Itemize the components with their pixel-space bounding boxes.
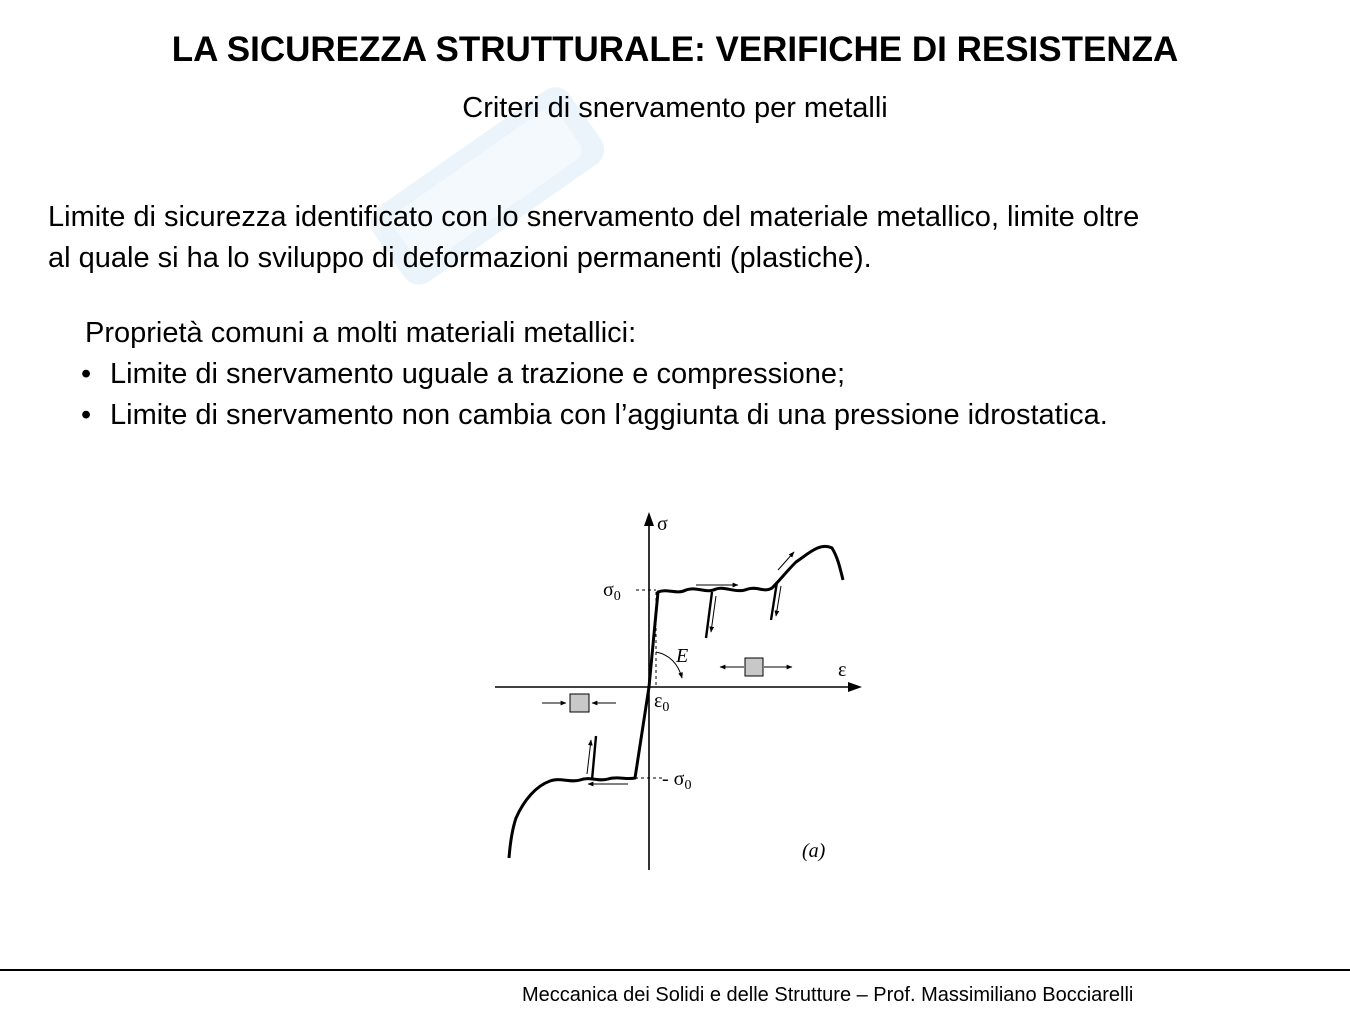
panel-label: (a) [802, 840, 826, 862]
epsilon-axis-arrow-icon [848, 682, 862, 692]
sigma-axis-arrow-icon [644, 512, 654, 526]
footer-divider [0, 969, 1350, 971]
sigma-axis-label: σ [657, 513, 668, 535]
sigma0-label [603, 579, 621, 604]
page-title: LA SICUREZZA STRUTTURALE: VERIFICHE DI RESISTENZA [171, 30, 1179, 69]
unload-line-3b [587, 740, 591, 774]
list-item [81, 395, 1325, 436]
properties-section [81, 313, 1325, 436]
intro-line-2: al quale si ha lo sviluppo di deformazioni permanenti (plastiche). [48, 242, 872, 274]
intro-line-1: Limite di sicurezza identificato con lo snervamento del materiale metallico, limite oltre [48, 201, 1140, 233]
neg-sigma0-label [662, 768, 691, 793]
footer-text: Meccanica dei Solidi e delle Strutture – Prof. Massimiliano Bocciarelli [522, 984, 1134, 1006]
modulus-label: E [676, 645, 689, 667]
list-item-text: Limite di snervamento non cambia con l’aggiunta di una pressione idrostatica. [110, 399, 1108, 431]
compression-curve [509, 687, 649, 858]
bullet-icon: • [81, 358, 92, 390]
epsilon-axis-label: ε [838, 659, 847, 681]
compression-specimen-icon [570, 694, 589, 712]
tension-specimen-icon [745, 658, 763, 676]
intro-paragraph [48, 197, 1338, 279]
sigma0-symbol: σ [603, 579, 614, 601]
eps0-symbol: ε [654, 690, 663, 712]
neg-sigma0-symbol: - σ [662, 768, 685, 790]
page-subtitle: Criteri di snervamento per metalli [462, 92, 888, 124]
neg-sigma0-subscript: 0 [684, 778, 692, 793]
unload-line-3 [592, 736, 596, 780]
sigma0-subscript: 0 [613, 589, 621, 604]
properties-list [81, 354, 1325, 436]
list-item [81, 354, 1325, 395]
eps0-subscript: 0 [662, 700, 670, 715]
stress-strain-figure [480, 500, 880, 880]
eps0-label [654, 690, 669, 715]
list-item-text: Limite di snervamento uguale a trazione e compressione; [110, 358, 846, 390]
properties-heading: Proprietà comuni a molti materiali metallici: [85, 317, 637, 349]
stress-strain-diagram [480, 500, 880, 880]
bullet-icon: • [81, 399, 92, 431]
